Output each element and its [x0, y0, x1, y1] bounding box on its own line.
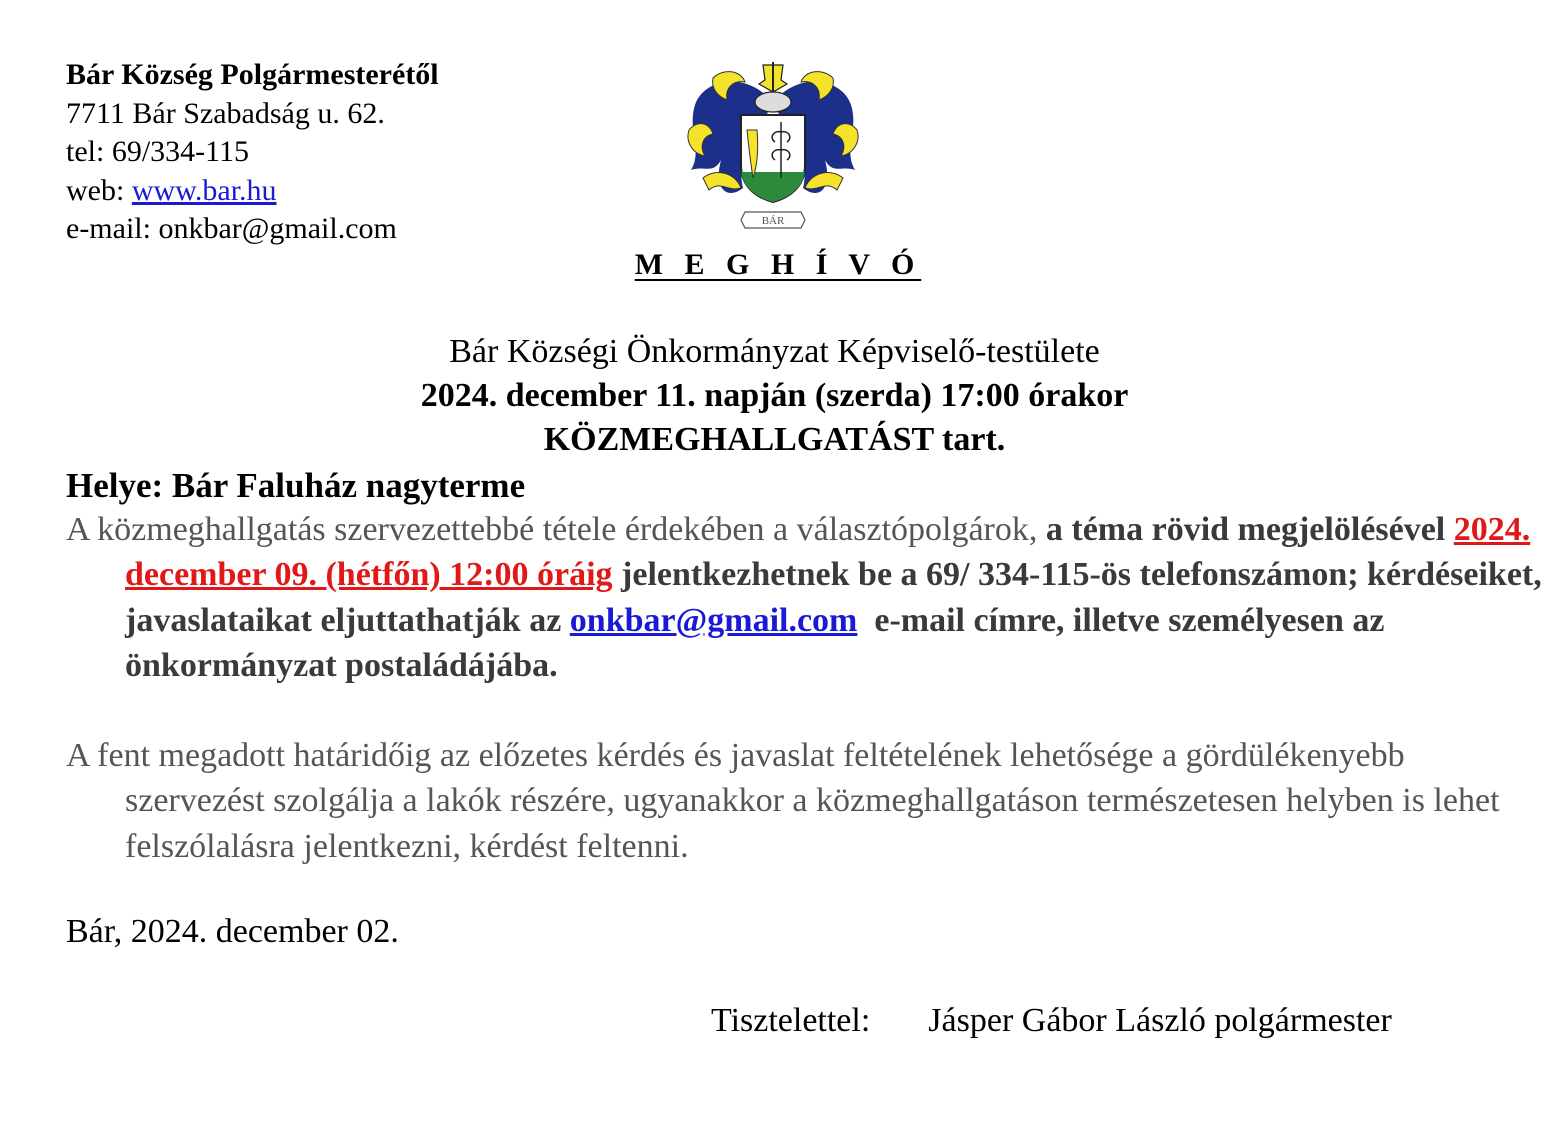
- email-link[interactable]: onkbar@gmail.com: [569, 601, 858, 639]
- paragraph-info: A fent megadott határidőig az előzetes kérdés és javaslat feltételének lehetősége a gördülékenyebb szervezést szolgálja a lakók részére, ugyanakkor a közmeghallgatáson természetesen helyben is lehet felszólalásra jelentkezni, kérdést feltenni.: [66, 737, 1500, 865]
- signer-name: Jásper Gábor László polgármester: [928, 1002, 1392, 1039]
- registration-topic: a téma rövid megjelölésével: [1045, 511, 1454, 548]
- coat-of-arms-icon: [683, 60, 863, 235]
- registration-phone: jelentkezhetnek be a 69/ 334-115-ös telefonszámon; kérdéseiket, javaslataikat eljuttathatják az: [125, 556, 1542, 639]
- sender-phone: tel: 69/334-115: [66, 135, 250, 168]
- sender-name: Bár Község Polgármesterétől: [66, 58, 439, 91]
- announcement-line-3: KÖZMEGHALLGATÁST tart.: [543, 421, 1006, 458]
- web-link[interactable]: www.bar.hu: [131, 173, 277, 207]
- web-label: web:: [66, 173, 132, 207]
- registration-mailbox: e-mail címre, illetve személyesen az önkormányzat postaládájába.: [125, 601, 1393, 684]
- closing-text: Tisztelettel:: [711, 1002, 871, 1039]
- document-date: Bár, 2024. december 02.: [66, 913, 399, 950]
- registration-intro: A közmeghallgatás szervezettebbé tétele érdekében a választópolgárok,: [66, 511, 1046, 548]
- sender-block: [66, 56, 439, 249]
- document-title: [0, 248, 1549, 282]
- announcement-line-2: 2024. december 11. napján (szerda) 17:00 órakor: [420, 377, 1129, 414]
- title-text: M E G H Í V Ó: [634, 248, 922, 281]
- paragraph-registration: [66, 507, 1545, 688]
- sender-email: e-mail: onkbar@gmail.com: [66, 212, 397, 245]
- crest-banner-text: BÁR: [761, 215, 785, 227]
- sender-address: 7711 Bár Szabadság u. 62.: [66, 96, 385, 130]
- announcement-line-1: Bár Községi Önkormányzat Képviselő-testülete: [449, 333, 1100, 370]
- signature-line: [711, 1002, 1392, 1040]
- registration-deadline: 2024. december 09. (hétfőn) 12:00 óráig: [125, 511, 1531, 594]
- event-place: Helye: Bár Faluház nagyterme: [66, 466, 526, 505]
- sender-web: [66, 172, 439, 211]
